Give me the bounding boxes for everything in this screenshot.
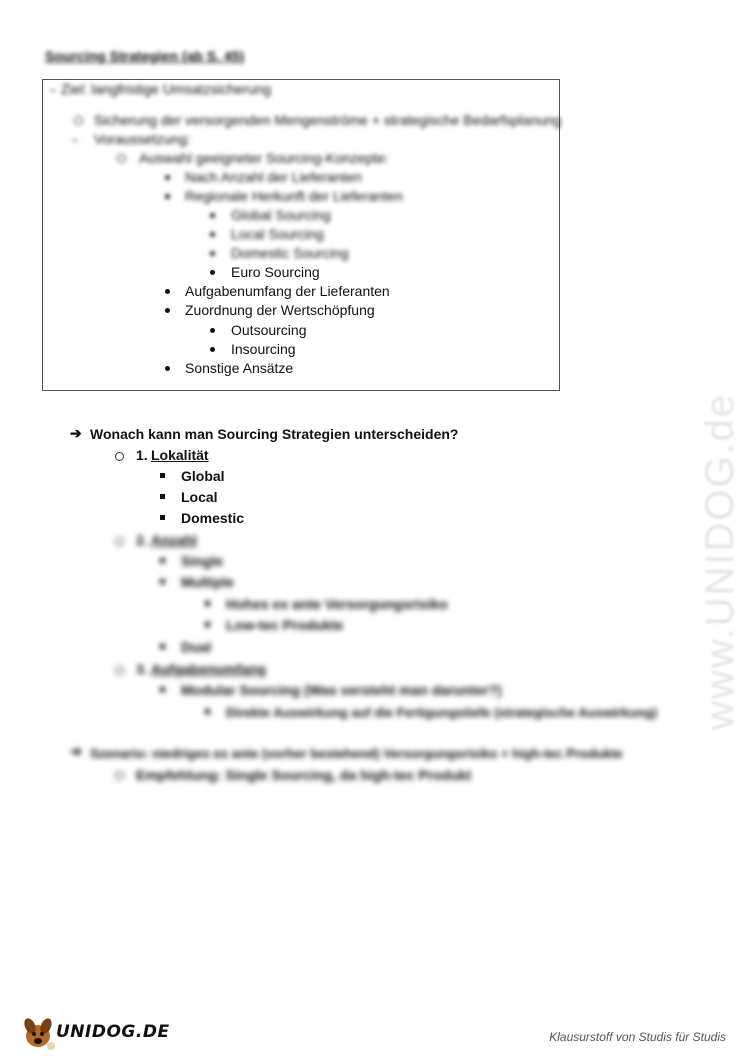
watermark: www.UNIDOG.de (698, 392, 742, 730)
question-heading: Wonach kann man Sourcing Strategien unterscheiden? (90, 426, 459, 442)
disc-bullet (210, 213, 215, 218)
item2-multiple-sub: Low-tec Produkte (226, 617, 344, 633)
box-line-sonstige: Sonstige Ansätze (185, 360, 294, 376)
disc-bullet (210, 347, 215, 352)
disc-bullet (165, 289, 170, 294)
square-bullet (205, 709, 210, 714)
item2-sub: Multiple (181, 574, 234, 590)
box-line-wertschoepfung: Zuordnung der Wertschöpfung (185, 302, 375, 318)
item2-number: 2. (136, 532, 148, 548)
item3-sub: Modular Sourcing (Was versteht man darunter?) (181, 682, 502, 698)
item2-label: Anzahl (151, 532, 197, 548)
square-bullet (205, 601, 210, 606)
item1-label: Lokalität (151, 447, 209, 463)
circle-bullet (117, 154, 126, 163)
box-line: Regionale Herkunft der Lieferanten (185, 188, 403, 204)
square-bullet (160, 687, 165, 692)
box-line-insourcing: Insourcing (231, 341, 296, 357)
disc-bullet (210, 251, 215, 256)
item3-subsub: Direkte Auswirkung auf die Fertigungstiefe (strategische Auswirkung) (226, 705, 657, 720)
circle-bullet (115, 666, 124, 675)
disc-bullet (210, 270, 215, 275)
item1-sub: Global (181, 468, 225, 484)
footer-tagline: Klausurstoff von Studis für Studis (549, 1030, 726, 1044)
scenario-sub: Empfehlung: Single Sourcing, da high-tec Produkt (136, 767, 472, 783)
circle-bullet (115, 452, 124, 461)
disc-bullet (165, 175, 170, 180)
scenario-text: Szenario: niedriges ex ante (vorher bestehend) Versorgungsrisiko + high-tec Produkte (90, 746, 623, 761)
box-line-aufgabenumfang: Aufgabenumfang der Lieferanten (185, 283, 390, 299)
box-line: Global Sourcing (231, 207, 331, 223)
circle-bullet (115, 771, 124, 780)
item3-number: 3. (136, 661, 148, 677)
item2-sub: Single (181, 553, 224, 569)
dash-bullet (72, 140, 78, 141)
disc-bullet (165, 194, 170, 199)
item2-sub: Dual (181, 639, 212, 655)
box-line-euro-sourcing: Euro Sourcing (231, 264, 320, 280)
item1-number: 1. (136, 447, 148, 463)
logo-text: UNIDOG.DE (56, 1022, 170, 1042)
box-line-outsourcing: Outsourcing (231, 322, 307, 338)
unidog-logo (20, 1012, 170, 1052)
box-line: Domestic Sourcing (231, 245, 349, 261)
square-bullet (160, 644, 165, 649)
box-line: Voraussetzung: (94, 131, 191, 147)
square-bullet (160, 473, 165, 478)
box-line: Nach Anzahl der Lieferanten (185, 169, 362, 185)
item1-sub: Domestic (181, 510, 245, 526)
arrow-icon: ➔ (70, 743, 82, 759)
box-line: Local Sourcing (231, 226, 324, 242)
square-bullet (205, 622, 210, 627)
disc-bullet (210, 232, 215, 237)
arrow-icon: ➔ (70, 425, 82, 441)
item1-sub: Local (181, 489, 218, 505)
square-bullet (160, 579, 165, 584)
circle-bullet (115, 537, 124, 546)
circle-bullet (74, 116, 83, 125)
disc-bullet (210, 328, 215, 333)
dog-icon (20, 1012, 60, 1052)
box-line: Auswahl geeigneter Sourcing-Konzepte: (139, 150, 389, 166)
item3-label: Aufgabenumfang (151, 661, 267, 677)
disc-bullet (165, 308, 170, 313)
dash-bullet (50, 90, 56, 91)
item2-multiple-sub: Hohes ex ante Versorgungsrisiko (226, 596, 448, 612)
document-title: Sourcing Strategien (ab S. 45) (45, 48, 245, 64)
square-bullet (160, 515, 165, 520)
box-line: Ziel: langfristige Umsatzsicherung (61, 81, 272, 97)
box-line: Sicherung der versorgenden Mengenströme + strategische Bedarfsplanung (94, 112, 562, 128)
square-bullet (160, 494, 165, 499)
square-bullet (160, 558, 165, 563)
disc-bullet (165, 366, 170, 371)
